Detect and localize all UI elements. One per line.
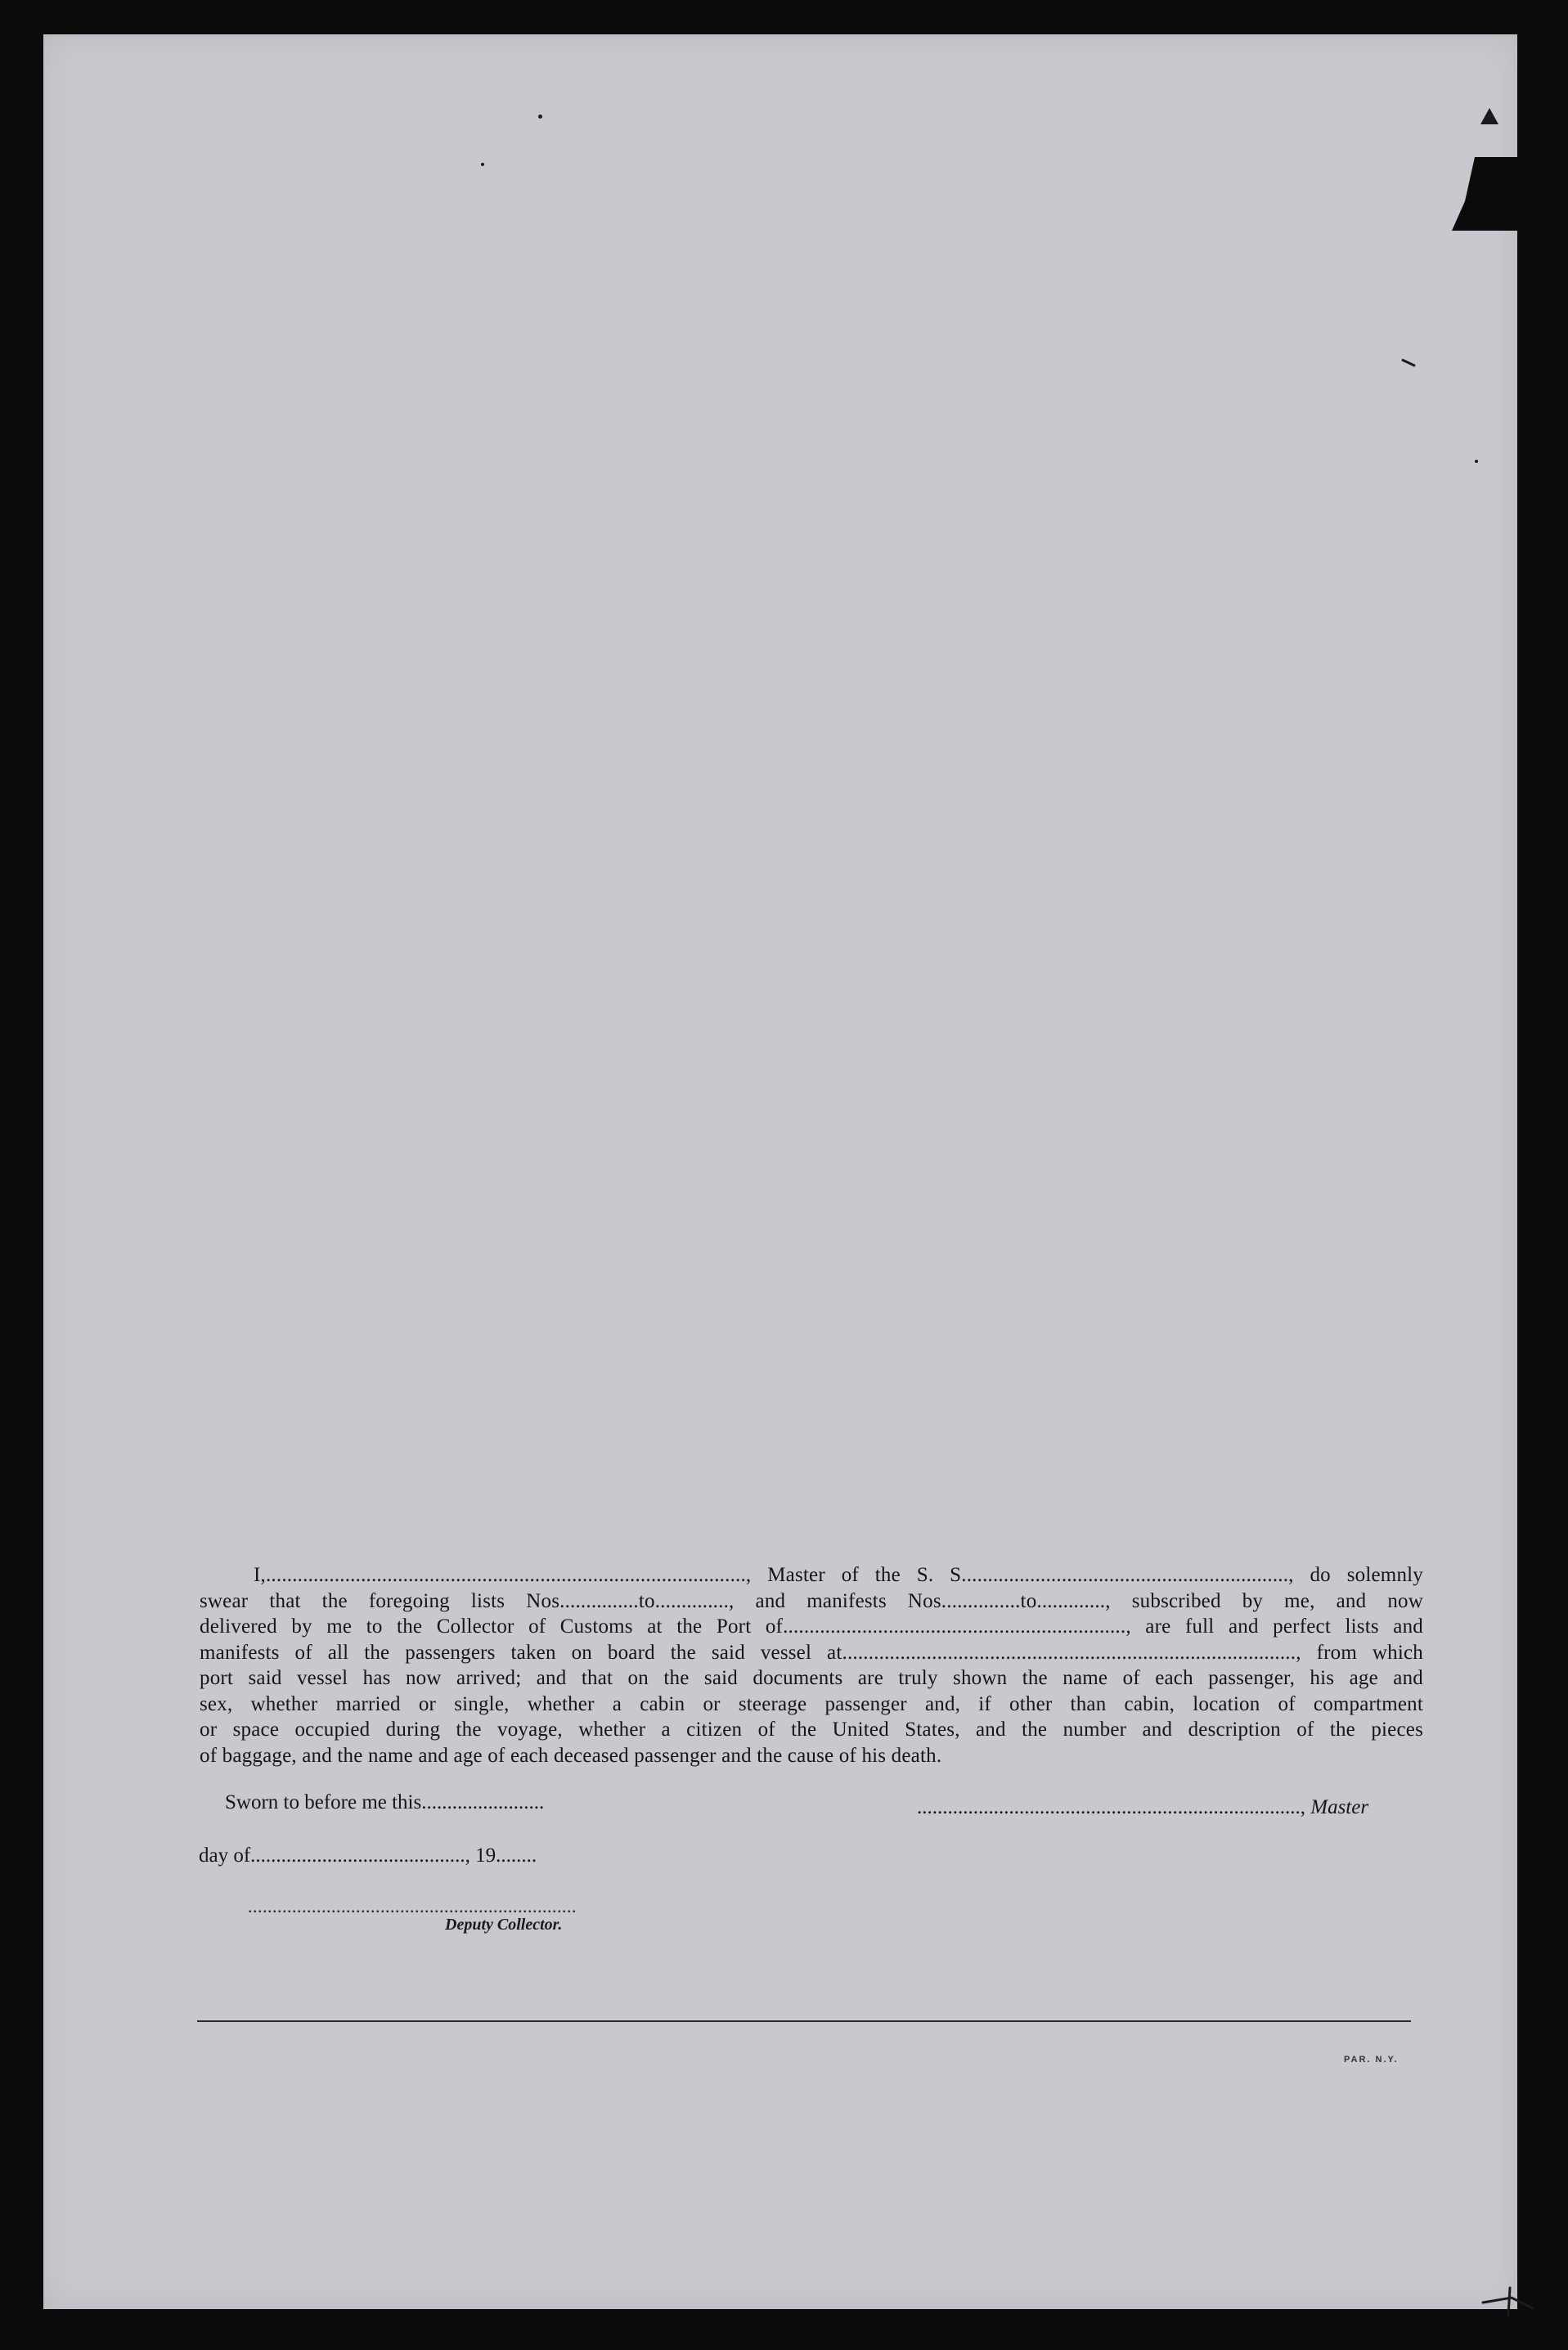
oath-line: sex, whether married or single, whether a cabin or steerage passenger and, if other than cabin, location of compartment — [200, 1692, 1423, 1715]
paper-sheet — [43, 34, 1517, 2309]
printer-mark: PAR. N.Y. — [1344, 2055, 1399, 2065]
handwritten-mark-icon — [1479, 2280, 1536, 2321]
ink-speck — [1401, 358, 1416, 366]
deputy-collector-label: Deputy Collector. — [445, 1916, 563, 1934]
oath-line: I,..........................................................................................., Master of the S. S.............................................................., do solemnly — [254, 1564, 1423, 1586]
master-oath-paragraph — [200, 1562, 1423, 1768]
ink-speck — [538, 115, 542, 119]
oath-line: swear that the foregoing lists Nos...............to.............., and manifests Nos...............to............., subscribed by me, and now — [200, 1589, 1423, 1612]
torn-corner — [1452, 157, 1517, 231]
master-label: Master — [1310, 1796, 1369, 1818]
horizontal-rule — [197, 2020, 1411, 2022]
master-signature-dots: ..........................................................................., — [917, 1796, 1305, 1818]
oath-line: or space occupied during the voyage, whether a citizen of the United States, and the number and description of the pieces — [200, 1719, 1423, 1741]
day-of-line: day of.........................................., 19........ — [199, 1845, 537, 1867]
deputy-signature-dots: ................................................................... — [248, 1896, 577, 1916]
sworn-before-line: Sworn to before me this........................ — [225, 1791, 545, 1813]
oath-line: delivered by me to the Collector of Customs at the Port of................................................................., are full and perfect lists and — [200, 1615, 1423, 1638]
master-signature-line — [917, 1796, 1368, 1819]
oath-line: of baggage, and the name and age of each deceased passenger and the cause of his death. — [200, 1744, 942, 1767]
oath-line: port said vessel has now arrived; and that on the said documents are truly shown the name of each passenger, his age and — [200, 1667, 1423, 1689]
ink-speck — [481, 163, 484, 166]
ink-speck — [1475, 460, 1478, 463]
oath-line: manifests of all the passengers taken on board the said vessel at......................................................................................, from which — [200, 1641, 1423, 1664]
ink-speck — [1480, 108, 1498, 124]
